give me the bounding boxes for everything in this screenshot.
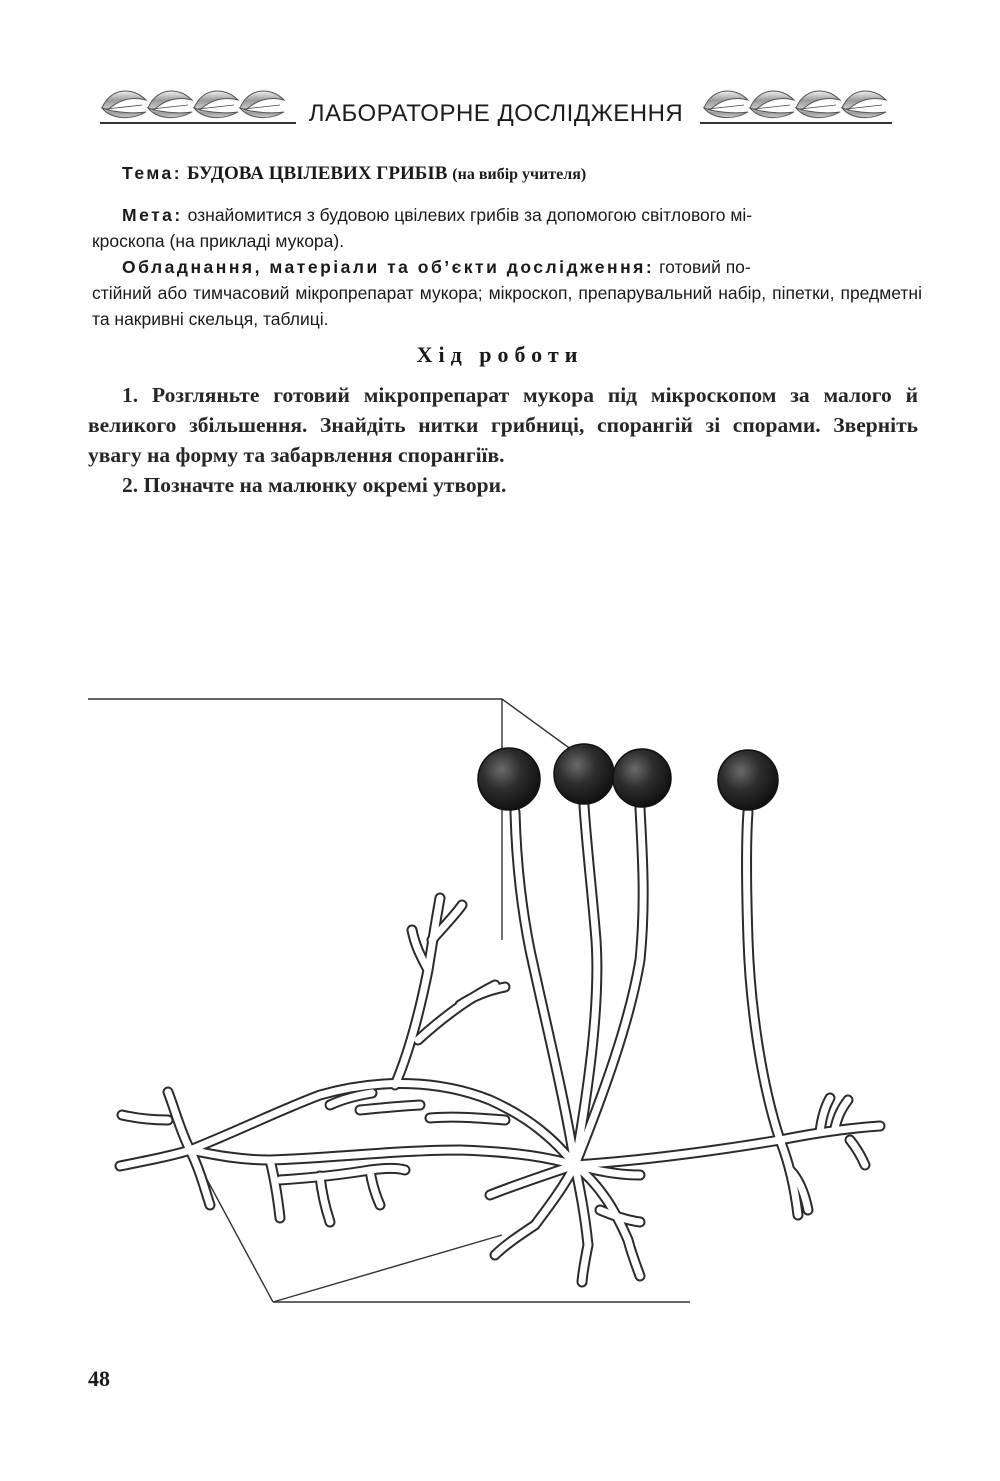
sporangium [718,750,778,810]
header-title: ЛАБОРАТОРНЕ ДОСЛІДЖЕННЯ [300,100,692,128]
sporangium [554,744,614,804]
goal-text: ознайомитися з будовою цвілевих грибів за допомогою світлового мі- [187,205,753,225]
equipment-continuation: стійний або тимчасовий мікропрепарат мукора; мікроскоп, препарувальний набір, піпетки, предметні та накривні скельця, таблиці. [92,283,922,329]
hyphae [120,805,880,1282]
sporangia [478,744,778,810]
step-text: Розгляньте готовий мікропрепарат мукора під мікроскопом за малого й великого збільшення. Знайдіть нитки грибниці, спорангій зі спорами. Зверніть увагу на форму та забарвлення спорангіїв. [88,383,919,467]
topic-label: Тема: [122,163,183,183]
step-number: 1. [122,383,139,407]
step-number: 2. [122,473,139,497]
step-text: Позначте на малюнку окремі утвори. [143,473,507,497]
sporangium [478,748,540,810]
page-number: 48 [88,1366,110,1391]
equipment-text: готовий по- [659,257,751,277]
equipment-label: Обладнання, матеріали та об’єкти дослідження: [122,257,655,277]
goal-continuation: кроскопа (на прикладі мукора). [92,231,345,251]
topic-note: (на вибір учителя) [452,166,587,183]
topic-text: БУДОВА ЦВІЛЕВИХ ГРИБІВ [186,163,448,184]
goal-label: Мета: [122,205,183,225]
sporangium [613,749,671,807]
procedure-heading: Хід роботи [416,342,584,367]
